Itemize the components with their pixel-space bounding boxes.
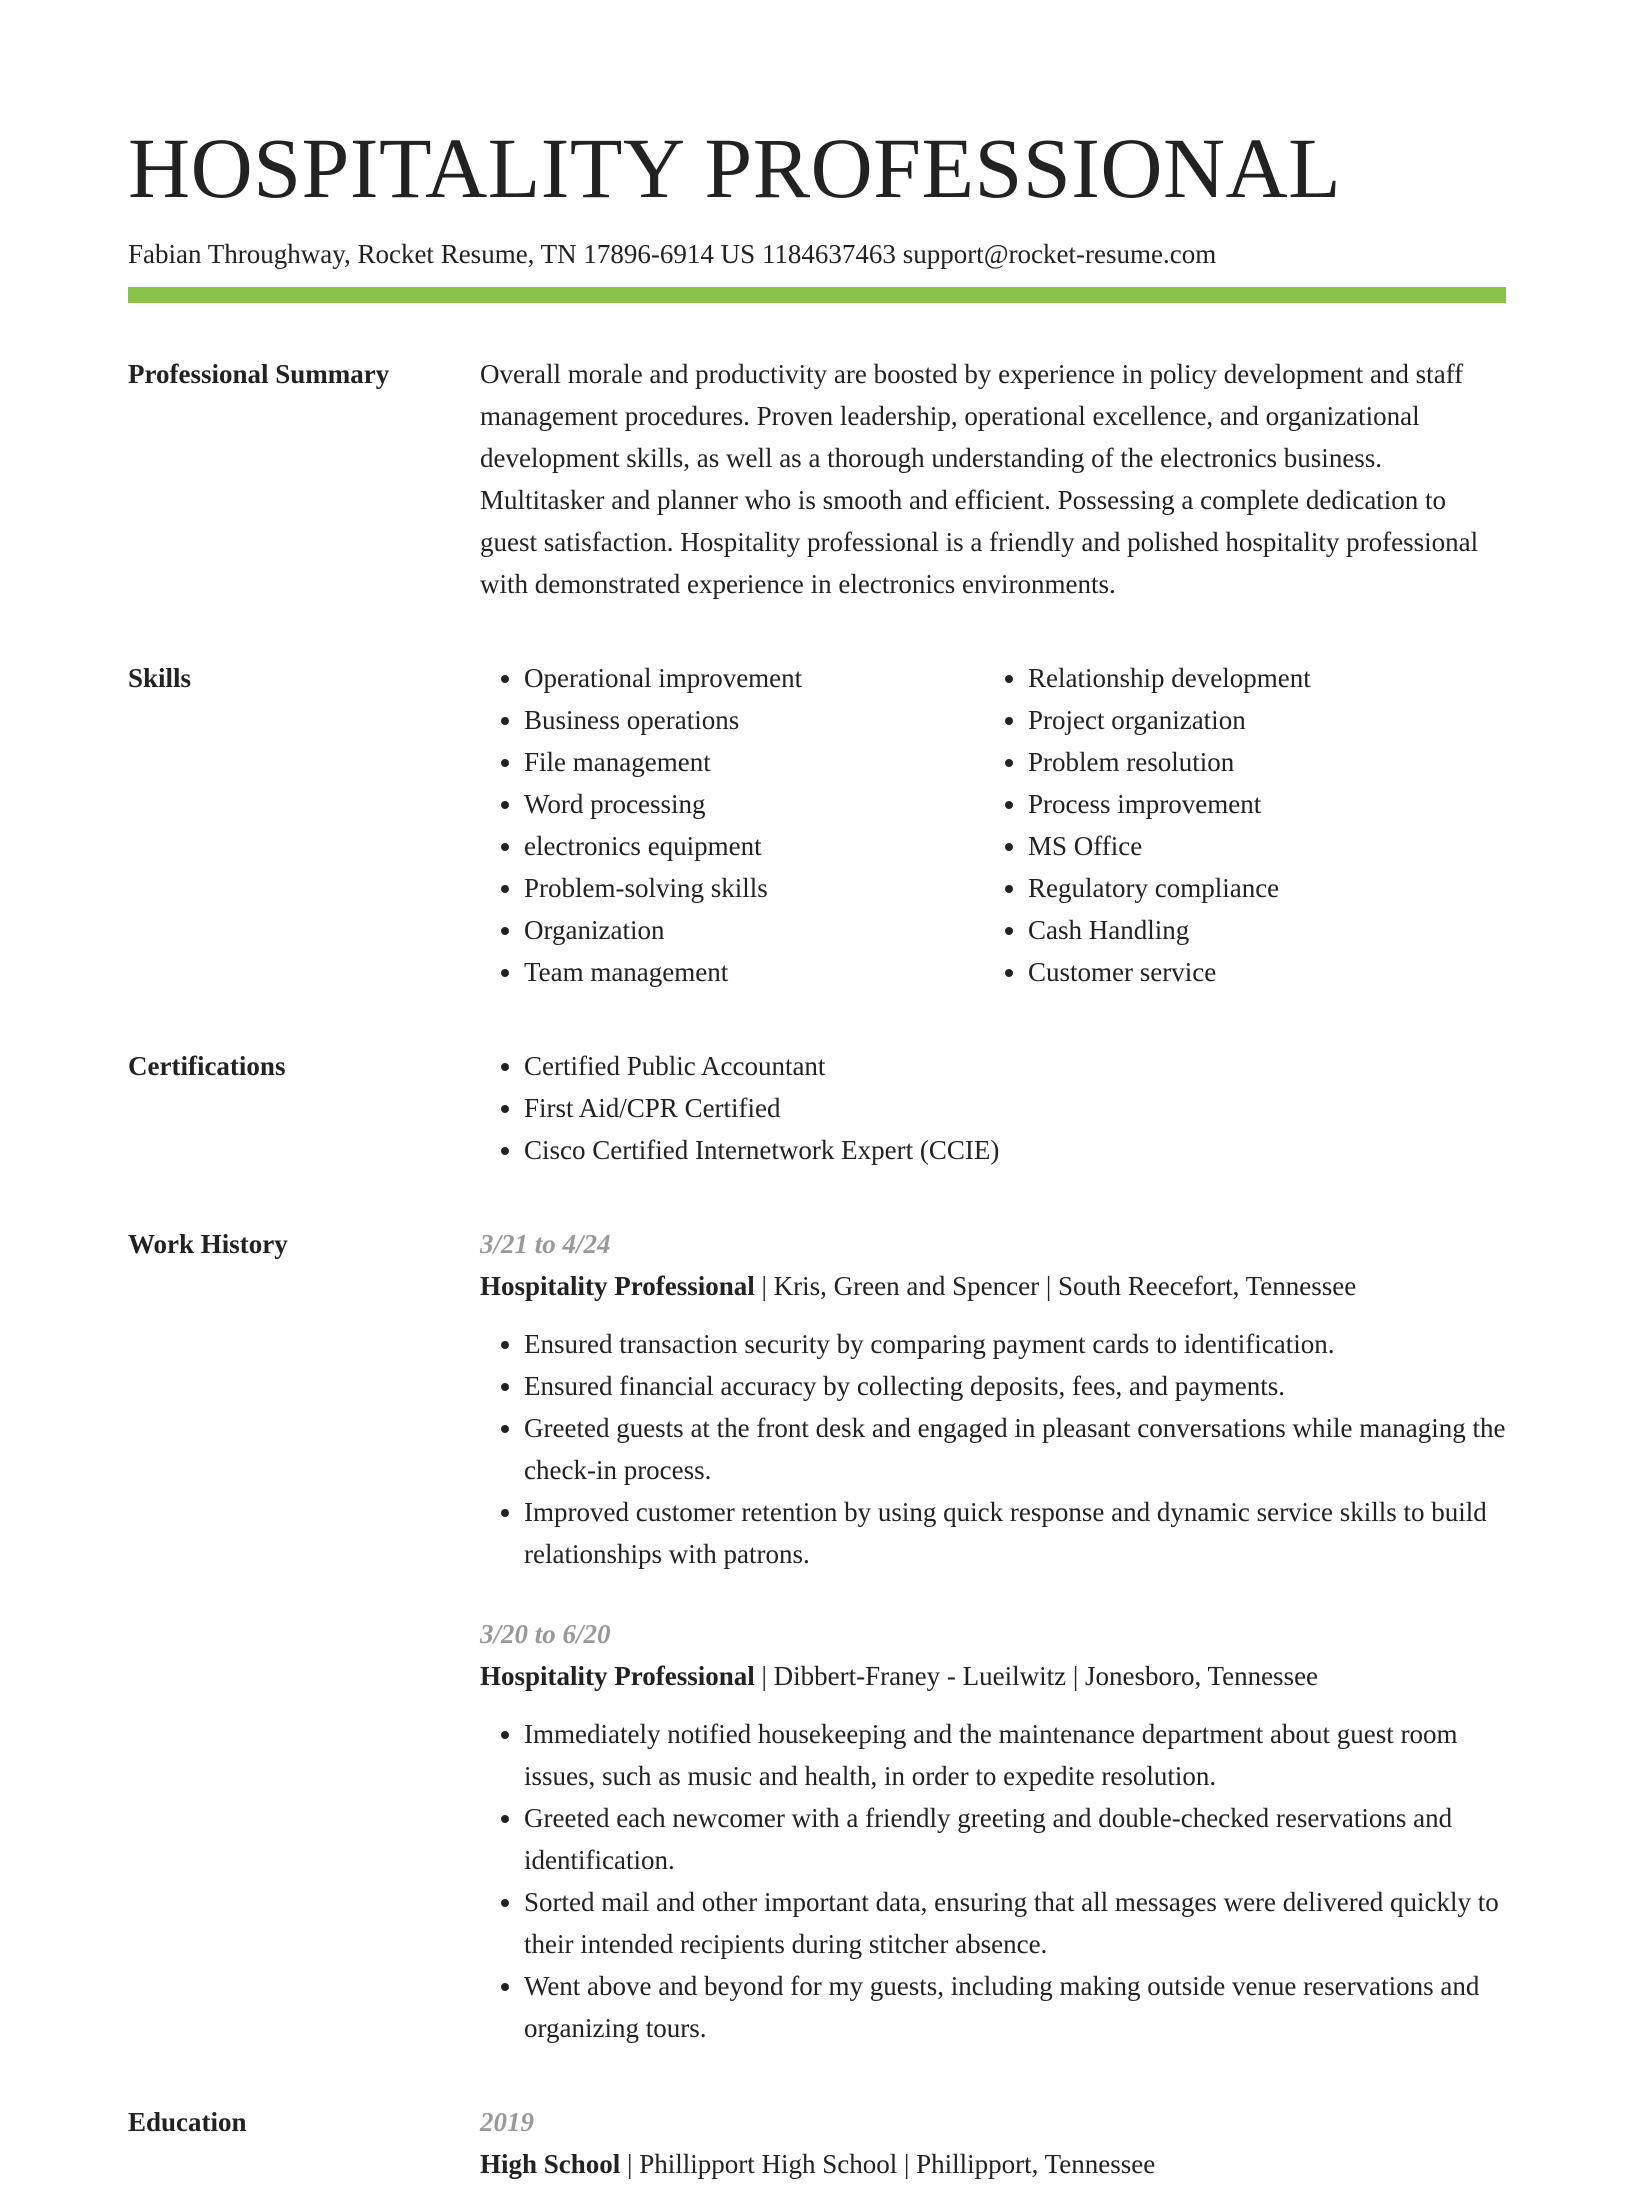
job-title: Hospitality Professional (480, 1661, 755, 1691)
skill-item: • Project organization (1028, 699, 1508, 741)
job-entry (480, 1223, 1506, 1575)
skills-list-left (480, 657, 984, 993)
job-bullet: • Greeted guests at the front desk and engaged in pleasant conversations while managing the check-in process. (524, 1407, 1506, 1491)
skill-item: • Organization (524, 909, 984, 951)
job-bullet: • Ensured financial accuracy by collecting deposits, fees, and payments. (524, 1365, 1506, 1407)
job-title-line (480, 1265, 1506, 1307)
certification-item: • First Aid/CPR Certified (524, 1087, 1506, 1129)
contact-phone: 1184637463 (761, 239, 896, 269)
certification-item: • Certified Public Accountant (524, 1045, 1506, 1087)
section-work-history (128, 1223, 1506, 2049)
education-body (480, 2101, 1506, 2185)
skill-item: • Word processing (524, 783, 984, 825)
skill-item: • Process improvement (1028, 783, 1508, 825)
job-dates: 3/21 to 4/24 (480, 1229, 611, 1259)
section-certifications (128, 1045, 1506, 1171)
job-bullet: • Greeted each newcomer with a friendly greeting and double-checked reservations and identification. (524, 1797, 1506, 1881)
job-bullet: • Ensured transaction security by comparing payment cards to identification. (524, 1323, 1506, 1365)
resume-page (128, 118, 1506, 2185)
header-divider (128, 287, 1506, 303)
job-bullet: • Immediately notified housekeeping and the maintenance department about guest room issues, such as music and health, in order to expedite resolution. (524, 1713, 1506, 1797)
skill-item: • Problem-solving skills (524, 867, 984, 909)
skill-item: • Business operations (524, 699, 984, 741)
section-education (128, 2101, 1506, 2185)
skill-item: • Problem resolution (1028, 741, 1508, 783)
job-bullet: • Sorted mail and other important data, ensuring that all messages were delivered quickly to their intended recipients during stitcher absence. (524, 1881, 1506, 1965)
education-details: | Phillipport High School | Phillipport, Tennessee (620, 2149, 1156, 2179)
skill-item: • Operational improvement (524, 657, 984, 699)
section-label-education: Education (128, 2107, 247, 2137)
skills-list-right (984, 657, 1508, 993)
contact-address: Fabian Throughway, Rocket Resume, TN 17896-6914 US (128, 239, 756, 269)
skill-item: • Regulatory compliance (1028, 867, 1508, 909)
education-year: 2019 (480, 2107, 534, 2137)
skill-item: • Relationship development (1028, 657, 1508, 699)
summary-body (480, 353, 1506, 605)
certifications-list (480, 1045, 1506, 1171)
skill-item: • Customer service (1028, 951, 1508, 993)
resume-name-heading: HOSPITALITY PROFESSIONAL (128, 120, 1342, 216)
job-bullets (480, 1713, 1506, 2049)
section-skills (128, 657, 1506, 993)
job-bullets (480, 1323, 1506, 1575)
education-title: High School (480, 2149, 621, 2179)
job-entry (480, 1613, 1506, 2049)
section-label-skills: Skills (128, 663, 192, 693)
job-bullet: • Improved customer retention by using quick response and dynamic service skills to build relationships with patrons. (524, 1491, 1506, 1575)
skill-item: • File management (524, 741, 984, 783)
skill-item: • electronics equipment (524, 825, 984, 867)
skill-item: • Cash Handling (1028, 909, 1508, 951)
section-label-work-history: Work History (128, 1229, 288, 1259)
job-dates: 3/20 to 6/20 (480, 1619, 611, 1649)
skills-grid (480, 657, 1508, 993)
contact-line (128, 236, 1506, 272)
job-details: | Dibbert-Franey - Lueilwitz | Jonesboro, Tennessee (754, 1661, 1319, 1691)
certification-item: • Cisco Certified Internetwork Expert (CCIE) (524, 1129, 1506, 1171)
contact-email: support@rocket-resume.com (902, 239, 1217, 269)
work-history-body (480, 1223, 1506, 2049)
certifications-body (480, 1045, 1506, 1171)
summary-text: Overall morale and productivity are boosted by experience in policy development and staff management procedures. Proven leadership, operational excellence, and organizational development skills, as well as a thorough understanding of the electronics business. Multitasker and planner who is smooth and efficient. Possessing a complete dedication to guest satisfaction. Hospitality professional is a friendly and polished hospitality professional with demonstrated experience in electronics environments. (480, 359, 1479, 599)
skill-item: • MS Office (1028, 825, 1508, 867)
education-line (480, 2143, 1506, 2185)
job-bullet: • Went above and beyond for my guests, including making outside venue reservations and organizing tours. (524, 1965, 1506, 2049)
job-title: Hospitality Professional (480, 1271, 755, 1301)
job-details: | Kris, Green and Spencer | South Reecefort, Tennessee (754, 1271, 1357, 1301)
section-label-summary: Professional Summary (128, 359, 390, 389)
section-label-certifications: Certifications (128, 1051, 286, 1081)
section-professional-summary (128, 353, 1506, 605)
job-title-line (480, 1655, 1506, 1697)
skill-item: • Team management (524, 951, 984, 993)
